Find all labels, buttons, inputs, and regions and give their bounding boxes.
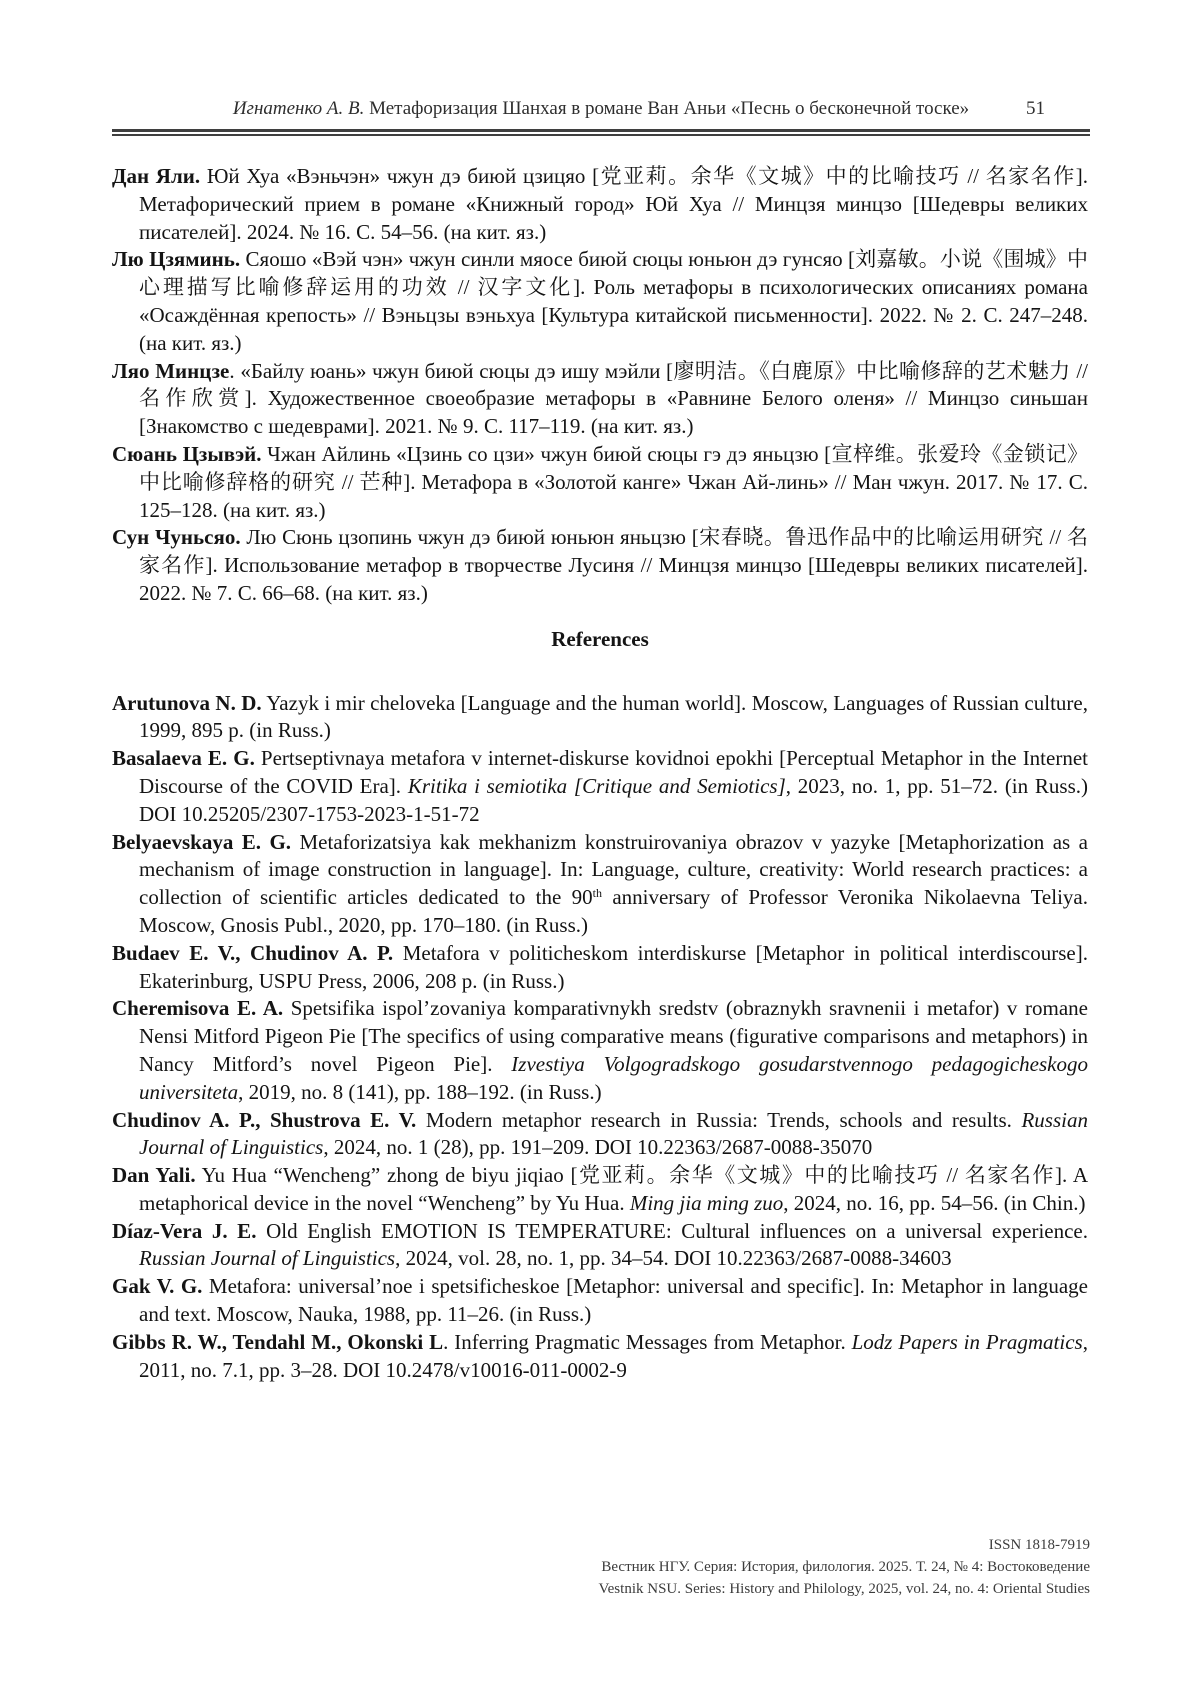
footer-line: ISSN 1818-7919 <box>988 1537 1090 1553</box>
text-segment: Чжан Айлинь «Цзинь со цзи» чжун биюй сюцы гэ дэ яньцзю [宣梓维。张爱玲《金锁记》中比喻修辞格的研究 // 芒种]. Метафора в «Золотой канге» Чжан Ай-линь» // Ман чжун. 2017. № 17. С. 125–128. (на кит. яз.) <box>139 441 1089 522</box>
bibliography-content <box>112 163 1088 1384</box>
reference-entry <box>112 829 1088 940</box>
reference-entry <box>112 940 1088 996</box>
text-segment: Díaz-Vera J. E. <box>112 1218 257 1243</box>
text-segment: Metafora: universal’noe i spetsificheskoe [Metaphor: universal and specific]. In: Metaphor in language and text. Moscow, Nauka, 1988, pp. 11–26. (in Russ.) <box>139 1274 1088 1327</box>
reference-entry <box>112 1273 1088 1329</box>
text-segment: Lodz Papers in Pragmatics <box>851 1329 1083 1354</box>
page-footer <box>112 1534 1090 1600</box>
text-segment: Yu Hua “Wencheng” zhong de biyu jiqiao [党亚莉。余华《文城》中的比喻技巧 // 名家名作]. A metaphorical device in the novel “Wencheng” by Yu Hua. <box>139 1163 1088 1215</box>
text-segment: . Inferring Pragmatic Messages from Metaphor. <box>443 1329 852 1354</box>
text-segment: anniversary of Professor Veronika Nikolaevna Teliya. Moscow, Gnosis Publ., 2020, pp. 170–180. (in Russ.) <box>139 885 1088 937</box>
text-segment: Юй Хуа «Вэньчэн» чжун дэ биюй цзицяо [党亚莉。余华《文城》中的比喻技巧 // 名家名作]. Метафорический прием в романе «Книжный город» Юй Хуа // Минцзя минцзо [Шедевры великих писателей]. 2024. № 16. С. 54–56. (на кит. яз.) <box>139 164 1088 244</box>
page-number: 51 <box>1026 98 1045 119</box>
bibliography-russian-section <box>112 163 1088 608</box>
text-segment: Metaforizatsiya kak mekhanizm konstruirovaniya obrazov v yazyke [Metaphorization as a mechanism of image construction in language]. In: Language, culture, creativity: World research practices: a collection of scientific articles dedicated to the 90 <box>139 829 1088 910</box>
text-segment: Metafora v politicheskom interdiskurse [Metaphor in political interdiscourse]. Ekaterinburg, USPU Press, 2006, 208 p. (in Russ.) <box>139 940 1088 993</box>
text-segment: Russian Journal of Linguistics <box>139 1246 396 1271</box>
text-segment: Gak V. G. <box>112 1274 203 1299</box>
reference-entry <box>112 1329 1088 1385</box>
footer-line: Вестник НГУ. Серия: История, филология. 2025. Т. 24, № 4: Востоковедение <box>601 1559 1090 1575</box>
text-segment: Pertseptivnaya metafora v internet-diskurse kovidnoi epokhi [Perceptual Metaphor in the Internet Discourse of the COVID Era]. <box>139 746 1088 798</box>
text-segment: Izvestiya Volgogradskogo gosudarstvennogo pedagogicheskogo universiteta <box>139 1051 1088 1104</box>
references-heading: References <box>551 626 649 651</box>
text-segment: . «Байлу юань» чжун биюй сюцы дэ ишу мэйли [廖明洁。《白鹿原》中比喻修辞的艺术魅力 // 名作欣赏]. Художественное своеобразие метафоры в «Равнине Белого оленя» // Минцзо синьшан [Знакомство с шедеврами]. 2021. № 9. С. 117–119. (на кит. яз.) <box>139 358 1088 439</box>
text-segment: , 2011, no. 7.1, pp. 3–28. DOI 10.2478/v10016-011-0002-9 <box>139 1329 1088 1382</box>
text-segment: Ming jia ming zuo <box>629 1190 784 1215</box>
text-segment: Arutunova N. D. <box>112 690 262 715</box>
text-segment: Budaev E. V., Chudinov A. P. <box>112 940 394 965</box>
reference-entry <box>112 358 1088 441</box>
text-segment: Gibbs R. W., Tendahl M., Okonski L <box>112 1329 444 1354</box>
running-title <box>112 98 1090 120</box>
text-segment: Ляо Минцзе <box>112 358 230 383</box>
text-segment: , 2024, no. 16, pp. 54–56. (in Chin.) <box>783 1190 1086 1215</box>
header-rule <box>112 129 1090 136</box>
text-segment: Лю Цзяминь. <box>112 247 241 272</box>
text-segment: , 2024, vol. 28, no. 1, pp. 34–54. DOI 10.22363/2687-0088-34603 <box>395 1246 952 1271</box>
reference-entry <box>112 163 1088 246</box>
text-segment: Cheremisova E. A. <box>112 996 284 1021</box>
text-segment: , 2019, no. 8 (141), pp. 188–192. (in Russ.) <box>238 1079 602 1104</box>
footer-line: Vestnik NSU. Series: History and Philology, 2025, vol. 24, no. 4: Oriental Studies <box>598 1581 1090 1597</box>
references-english-section <box>112 690 1088 1385</box>
reference-entry <box>112 1162 1088 1218</box>
text-segment: Сун Чуньсяо. <box>112 525 241 550</box>
page-header <box>112 98 1090 136</box>
reference-entry <box>112 441 1088 524</box>
text-segment: th <box>592 886 602 901</box>
reference-entry <box>112 745 1088 828</box>
text-segment: Spetsifika ispol’zovaniya komparativnykh sredstv (obraznykh sravnenii i metafor) v romane Nensi Mitford Pigeon Pie [The specifics of using comparative means (figurative comparisons and metaphors) in Nancy Mitford’s novel Pigeon Pie]. <box>139 996 1088 1076</box>
text-segment: Kritika i semiotika [Critique and Semiotics] <box>407 773 786 798</box>
text-segment: Russian Journal of Linguistics <box>139 1107 1088 1160</box>
reference-entry <box>112 524 1088 607</box>
text-segment: Modern metaphor research in Russia: Trends, schools and results. <box>416 1107 1022 1132</box>
text-segment: Old English EMOTION IS TEMPERATURE: Cultural influences on a universal experience. <box>256 1218 1088 1243</box>
running-title-author: Игнатенко А. В. <box>232 98 365 119</box>
text-segment: Chudinov A. P., Shustrova E. V. <box>112 1107 417 1132</box>
running-title-text: Метафоризация Шанхая в романе Ван Аньи «Песнь о бесконечной тоске» <box>364 98 970 119</box>
text-segment: Belyaevskaya E. G. <box>112 829 292 854</box>
text-segment: , 2023, no. 1, pp. 51–72. (in Russ.) DOI 10.25205/2307-1753-2023-1-51-72 <box>139 773 1088 826</box>
reference-entry <box>112 1218 1088 1274</box>
text-segment: Дан Яли. <box>112 164 201 188</box>
reference-entry <box>112 1107 1088 1163</box>
text-segment: Сяошо «Вэй чэн» чжун синли мяосе биюй сюцы юньюн дэ гунсяо [刘嘉敏。小说《围城》中心理描写比喻修辞运用的功效 // 汉字文化]. Роль метафоры в психологических описаниях романа «Осаждённая крепость» // Вэньцзы вэньхуа [Культура китайской письменности]. 2022. № 2. С. 247–248. (на кит. яз.) <box>139 247 1088 355</box>
text-segment: , 2024, no. 1 (28), pp. 191–209. DOI 10.22363/2687-0088-35070 <box>323 1135 873 1160</box>
reference-entry <box>112 995 1088 1106</box>
reference-entry <box>112 246 1088 357</box>
text-segment: Dan Yali. <box>112 1163 196 1188</box>
reference-entry <box>112 690 1088 746</box>
text-segment: Лю Сюнь цзопинь чжун дэ биюй юньюн яньцзю [宋春晓。鲁迅作品中的比喻运用研究 // 名家名作]. Использование метафор в творчестве Лусиня // Минцзя минцзо [Шедевры великих писателей]. 2022. № 7. С. 66–68. (на кит. яз.) <box>139 525 1088 605</box>
text-segment: Сюань Цзывэй. <box>112 441 262 466</box>
text-segment: Basalaeva E. G. <box>112 746 255 771</box>
text-segment: Yazyk i mir cheloveka [Language and the human world]. Moscow, Languages of Russian culture, 1999, 895 p. (in Russ.) <box>139 690 1088 743</box>
